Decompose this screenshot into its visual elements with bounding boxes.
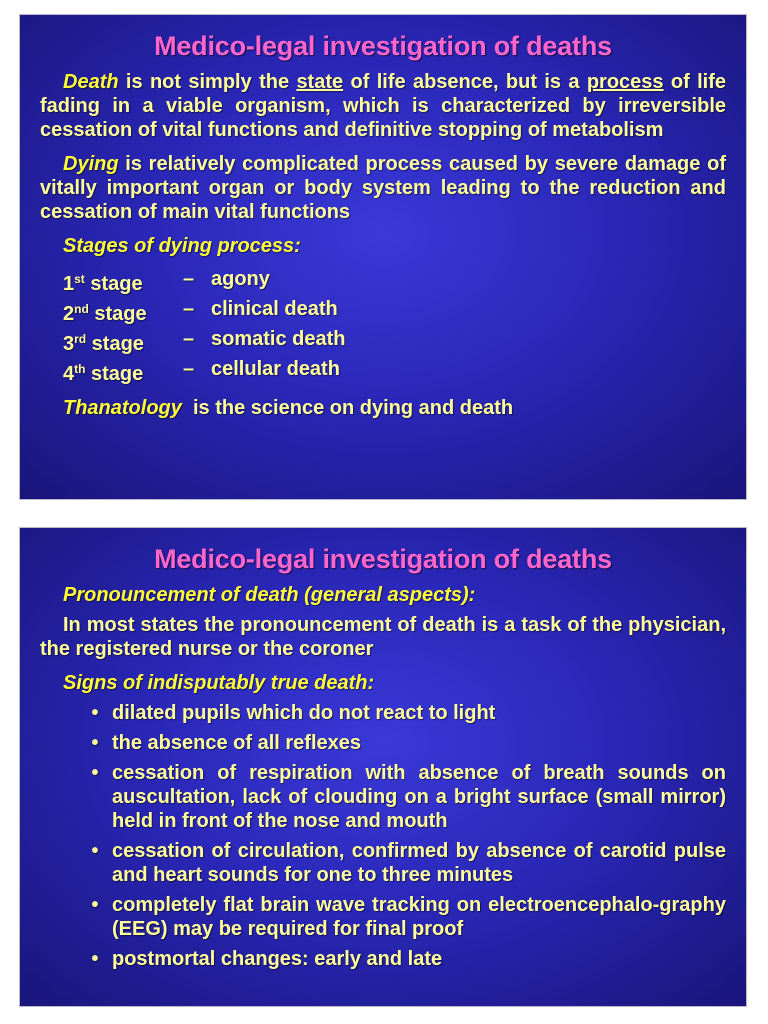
list-item: • completely flat brain wave tracking on electroencephalo-graphy (EEG) may be required for final proof <box>112 893 726 941</box>
list-item: • postmortal changes: early and late <box>112 947 726 971</box>
stage-label: 2nd stage <box>63 302 147 325</box>
signs-list <box>40 701 726 971</box>
death-text-3: of life fading in a viable organism, which is characterized by irreversible cessation of vital functions and definitive stopping of metabolism <box>40 71 727 141</box>
death-text-1: is not simply the <box>118 71 297 93</box>
stage-description: clinical death <box>211 298 338 320</box>
death-text-2: of life absence, but is a <box>343 71 587 93</box>
stage-description: somatic death <box>211 328 346 350</box>
bullet-icon: • <box>91 732 99 754</box>
thanatology-text: is the science on dying and death <box>181 397 514 419</box>
stage-label: 1st stage <box>63 272 143 295</box>
stage-description: cellular death <box>211 358 340 380</box>
stage-dash: – <box>183 268 195 290</box>
death-term: Death <box>63 71 119 93</box>
dying-term: Dying <box>63 153 119 175</box>
bullet-icon: • <box>91 702 99 724</box>
stage-description: agony <box>211 268 270 290</box>
thanatology-term: Thanatology <box>63 397 182 419</box>
stage-row <box>63 294 726 324</box>
stage-row <box>63 264 726 294</box>
list-item: • cessation of circulation, confirmed by absence of carotid pulse and heart sounds for one to three minutes <box>112 839 726 887</box>
bullet-icon: • <box>91 840 99 862</box>
process-word: process <box>586 71 664 93</box>
stage-dash: – <box>183 328 195 350</box>
pronouncement-heading: Pronouncement of death (general aspects): <box>63 584 476 606</box>
death-definition <box>40 70 726 142</box>
pronouncement-text: In most states the pronouncement of death is a task of the physician, the registered nurse or the coroner <box>40 614 726 660</box>
bullet-icon: • <box>91 948 99 970</box>
slide-2-title: Medico-legal investigation of deaths <box>154 544 612 574</box>
dying-text: is relatively complicated process caused by severe damage of vitally important organ or body system leading to the reduction and cessation of main vital functions <box>40 153 726 223</box>
stage-row <box>63 324 726 354</box>
slide-1-title: Medico-legal investigation of deaths <box>154 31 612 61</box>
dying-definition <box>40 152 726 224</box>
slide-1 <box>19 14 747 500</box>
stage-label: 4th stage <box>63 362 144 385</box>
stage-row <box>63 354 726 384</box>
stages-heading: Stages of dying process: <box>63 235 301 257</box>
list-item: • cessation of respiration with absence of breath sounds on auscultation, lack of clouding on a bright surface (small mirror) held in front of the nose and mouth <box>112 761 726 833</box>
stages-list <box>63 264 726 384</box>
stage-label: 3rd stage <box>63 332 144 355</box>
slide-2 <box>19 527 747 1007</box>
list-item: • the absence of all reflexes <box>112 731 726 755</box>
thanatology-definition <box>63 396 726 420</box>
stage-dash: – <box>183 298 195 320</box>
list-item: • dilated pupils which do not react to light <box>112 701 726 725</box>
stage-dash: – <box>183 358 195 380</box>
bullet-icon: • <box>91 894 99 916</box>
signs-heading: Signs of indisputably true death: <box>63 672 375 694</box>
state-word: state <box>296 71 344 93</box>
bullet-icon: • <box>91 762 99 784</box>
